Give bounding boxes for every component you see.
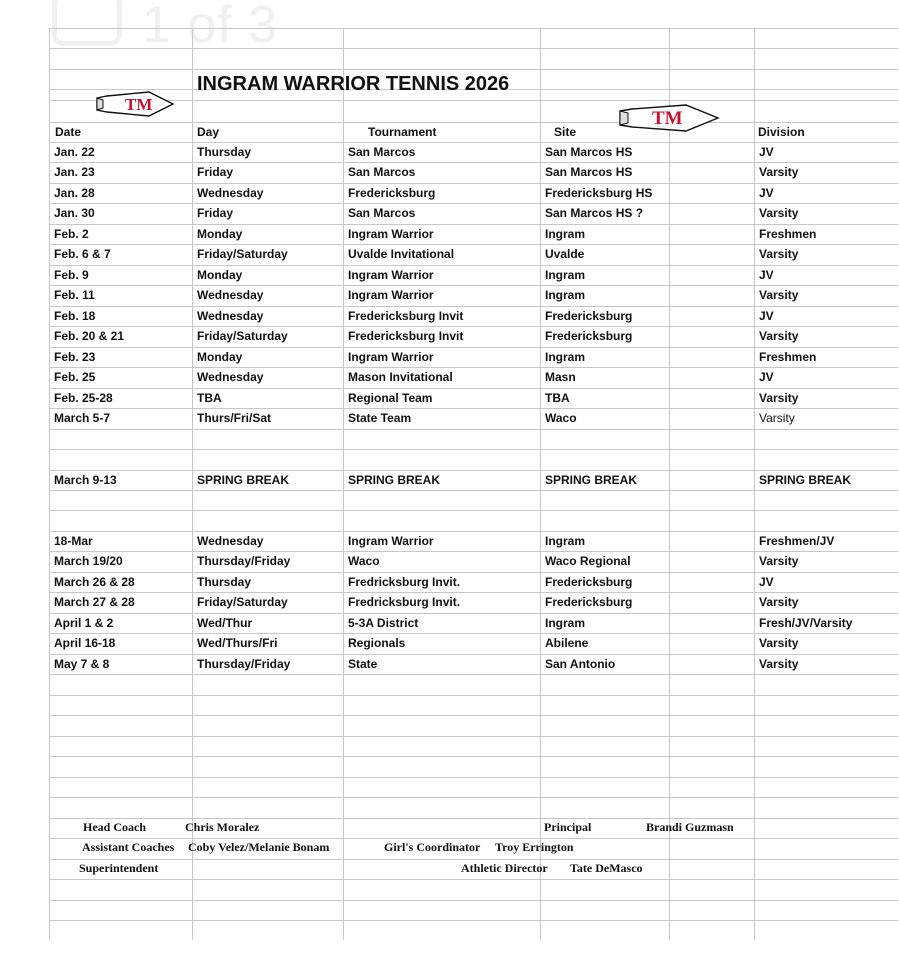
cell-day: TBA — [197, 391, 222, 405]
cell-date: March 26 & 28 — [54, 575, 135, 589]
cell-division: Varsity — [759, 636, 799, 650]
cell-date: April 1 & 2 — [54, 616, 114, 630]
cell-division: Freshmen — [759, 350, 817, 364]
warrior-arrowhead-logo-left — [93, 88, 175, 125]
cell-site: Abilene — [545, 636, 589, 650]
cell-day: Friday/Saturday — [197, 595, 288, 609]
header-division: Division — [758, 125, 805, 139]
cell-date: May 7 & 8 — [54, 657, 110, 671]
page-title: INGRAM WARRIOR TENNIS 2026 — [197, 73, 510, 95]
cell-day: Thursday — [197, 575, 252, 589]
cell-date: 18-Mar — [54, 534, 93, 548]
cell-tournament: Ingram Warrior — [348, 350, 434, 364]
cell-day: Wednesday — [197, 309, 264, 323]
cell-date: Feb. 20 & 21 — [54, 329, 125, 343]
svg-text:TM: TM — [652, 108, 683, 129]
cell-division: Varsity — [759, 595, 799, 609]
cell-division: JV — [759, 575, 774, 589]
cell-day: Thursday/Friday — [197, 554, 291, 568]
header-day: Day — [197, 125, 220, 139]
cell-date: Jan. 28 — [54, 186, 95, 200]
cell-tournament: 5-3A District — [348, 616, 419, 630]
cell-site: Ingram — [545, 616, 586, 630]
cell-site: SPRING BREAK — [545, 473, 638, 487]
cell-tournament: Ingram Warrior — [348, 227, 434, 241]
cell-tournament: Fredricksburg Invit. — [348, 575, 461, 589]
cell-date: Jan. 30 — [54, 206, 95, 220]
cell-day: Wednesday — [197, 186, 264, 200]
cell-tournament: State Team — [348, 411, 412, 425]
warrior-arrowhead-logo-right — [616, 101, 720, 140]
cell-day: Monday — [197, 350, 243, 364]
svg-text:TM: TM — [125, 95, 153, 114]
cell-site: San Marcos HS — [545, 165, 633, 179]
cell-tournament: San Marcos — [348, 165, 416, 179]
schedule-sheet — [49, 28, 898, 940]
cell-day: Friday/Saturday — [197, 247, 288, 261]
cell-date: March 19/20 — [54, 554, 123, 568]
cell-division: Varsity — [759, 657, 799, 671]
cell-division: Varsity — [759, 288, 799, 302]
cell-tournament: Uvalde Invitational — [348, 247, 455, 261]
cell-site: Ingram — [545, 227, 586, 241]
athletic-director-label: Athletic Director — [461, 861, 548, 875]
assistant-coaches-label: Assistant Coaches — [82, 840, 175, 854]
cell-division: JV — [759, 309, 774, 323]
cell-date: March 9-13 — [54, 473, 117, 487]
girls-coordinator-name: Troy Errington — [495, 840, 574, 854]
cell-date: Feb. 6 & 7 — [54, 247, 111, 261]
cell-day: Thursday/Friday — [197, 657, 291, 671]
principal-name: Brandi Guzmasn — [646, 820, 734, 834]
cell-date: Feb. 2 — [54, 227, 89, 241]
assistant-coaches-names: Coby Velez/Melanie Bonam — [188, 840, 330, 854]
cell-date: March 5-7 — [54, 411, 111, 425]
cell-site: Waco Regional — [545, 554, 631, 568]
cell-day: Thursday — [197, 145, 252, 159]
cell-tournament: Regionals — [348, 636, 406, 650]
cell-division: Varsity — [759, 247, 799, 261]
cell-day: Friday — [197, 165, 234, 179]
cell-site: Masn — [545, 370, 576, 384]
cell-day: Wed/Thurs/Fri — [197, 636, 278, 650]
cell-date: Feb. 25-28 — [54, 391, 113, 405]
cell-day: Wednesday — [197, 534, 264, 548]
cell-date: Jan. 23 — [54, 165, 95, 179]
cell-site: Uvalde — [545, 247, 585, 261]
cell-division: JV — [759, 186, 774, 200]
cell-site: Fredericksburg — [545, 575, 633, 589]
cell-day: Monday — [197, 227, 243, 241]
cell-site: Ingram — [545, 350, 586, 364]
cell-site: Ingram — [545, 288, 586, 302]
principal-label: Principal — [544, 820, 592, 834]
cell-day: Wed/Thur — [197, 616, 253, 630]
cell-site: Ingram — [545, 534, 586, 548]
cell-division: Varsity — [759, 391, 799, 405]
cell-site: Fredericksburg — [545, 329, 633, 343]
cell-date: Feb. 9 — [54, 268, 89, 282]
head-coach-label: Head Coach — [83, 820, 146, 834]
cell-site: San Marcos HS ? — [545, 206, 644, 220]
cell-division: JV — [759, 145, 774, 159]
head-coach-name: Chris Moralez — [185, 820, 260, 834]
cell-division: JV — [759, 370, 774, 384]
cell-site: Ingram — [545, 268, 586, 282]
header-tournament: Tournament — [368, 125, 437, 139]
cell-tournament: Regional Team — [348, 391, 433, 405]
cell-tournament: San Marcos — [348, 206, 416, 220]
cell-date: Feb. 18 — [54, 309, 96, 323]
cell-tournament: Ingram Warrior — [348, 268, 434, 282]
cell-date: Feb. 23 — [54, 350, 96, 364]
page-indicator-text: 1 of 3 — [142, 0, 279, 54]
cell-site: Fredericksburg — [545, 309, 633, 323]
cell-division: Varsity — [759, 329, 799, 343]
cell-tournament: State — [348, 657, 378, 671]
cell-date: March 27 & 28 — [54, 595, 135, 609]
cell-division: Varsity — [759, 206, 799, 220]
cell-tournament: Fredericksburg Invit — [348, 309, 464, 323]
cell-day: Friday/Saturday — [197, 329, 288, 343]
cell-tournament: Ingram Warrior — [348, 534, 434, 548]
athletic-director-name: Tate DeMasco — [570, 861, 643, 875]
cell-date: Jan. 22 — [54, 145, 95, 159]
cell-division: Freshmen — [759, 227, 817, 241]
cell-day: Wednesday — [197, 288, 264, 302]
cell-day: Thurs/Fri/Sat — [197, 411, 272, 425]
cell-tournament: Mason Invitational — [348, 370, 453, 384]
superintendent-label: Superintendent — [79, 861, 159, 875]
cell-division: SPRING BREAK — [759, 473, 852, 487]
cell-date: Feb. 11 — [54, 288, 95, 302]
cell-division: JV — [759, 268, 774, 282]
cell-date: April 16-18 — [54, 636, 116, 650]
header-site: Site — [554, 125, 577, 139]
cell-tournament: Waco — [348, 554, 380, 568]
cell-division: Varsity — [759, 165, 799, 179]
cell-day: Friday — [197, 206, 234, 220]
cell-division: Freshmen/JV — [759, 534, 835, 548]
cell-division: Fresh/JV/Varsity — [759, 616, 853, 630]
cell-day: Monday — [197, 268, 243, 282]
cell-tournament: Fredricksburg Invit. — [348, 595, 461, 609]
cell-site: San Marcos HS — [545, 145, 633, 159]
cell-tournament: SPRING BREAK — [348, 473, 441, 487]
cell-site: TBA — [545, 391, 570, 405]
cell-tournament: San Marcos — [348, 145, 416, 159]
cell-division: Varsity — [759, 411, 795, 425]
cell-site: Waco — [545, 411, 577, 425]
cell-tournament: Fredericksburg — [348, 186, 436, 200]
header-date: Date — [55, 125, 82, 139]
cell-day: Wednesday — [197, 370, 264, 384]
cell-site: Fredericksburg HS — [545, 186, 653, 200]
cell-site: Fredericksburg — [545, 595, 633, 609]
cell-day: SPRING BREAK — [197, 473, 290, 487]
cell-division: Varsity — [759, 554, 799, 568]
cell-tournament: Fredericksburg Invit — [348, 329, 464, 343]
girls-coordinator-label: Girl's Coordinator — [384, 840, 481, 854]
cell-date: Feb. 25 — [54, 370, 96, 384]
cell-site: San Antonio — [545, 657, 616, 671]
cell-tournament: Ingram Warrior — [348, 288, 434, 302]
